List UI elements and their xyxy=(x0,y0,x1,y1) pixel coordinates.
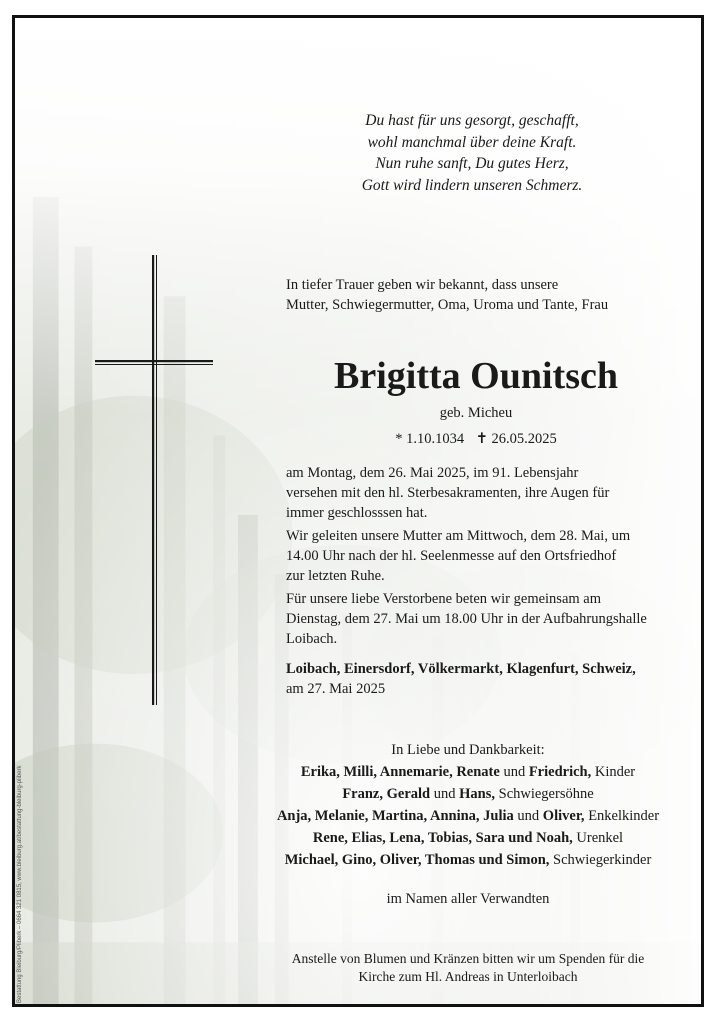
family-names: Anja, Melanie, Martina, Annina, Julia xyxy=(276,808,514,824)
family-conjunction: und xyxy=(499,764,529,780)
family-names: Rene, Elias, Lena, Tobias, Sara und Noah, xyxy=(312,830,573,846)
intro-line: Mutter, Schwiegermutter, Oma, Uroma und Tante, Frau xyxy=(286,297,609,313)
birth-date: * 1.10.1034 xyxy=(395,431,465,447)
donation-line: Kirche zum Hl. Andreas in Unterloibach xyxy=(358,969,578,984)
funeral-home-credit: Bestattung Bleiburg/Pliberk – 0664 321 0815, www.bleiburg.at/bestattung-bleiburg-pliberk xyxy=(17,765,23,1003)
family-row-great-grandchildren xyxy=(243,827,693,849)
paragraph-line: Dienstag, dem 27. Mai um 18.00 Uhr in der Aufbahrungshalle xyxy=(286,611,647,627)
family-names: Erika, Milli, Annemarie, Renate xyxy=(300,764,500,780)
family-heading: In Liebe und Dankbarkeit: xyxy=(391,742,545,758)
family-list xyxy=(243,739,693,871)
poem-line: Nun ruhe sanft, Du gutes Herz, xyxy=(375,155,569,172)
paragraph-funeral xyxy=(286,526,666,586)
paragraph-line: am Montag, dem 26. Mai 2025, im 91. Lebensjahr xyxy=(286,465,579,481)
family-row-children-in-law xyxy=(243,849,693,871)
paragraph-line: immer geschlosssen hat. xyxy=(286,505,428,521)
family-row-grandchildren xyxy=(243,805,693,827)
family-names: Hans, xyxy=(459,786,495,802)
poem-line: Du hast für uns gesorgt, geschafft, xyxy=(365,112,579,129)
intro-text xyxy=(286,275,608,315)
closing-line: im Namen aller Verwandten xyxy=(386,891,550,907)
intro-line: In tiefer Trauer geben wir bekannt, dass unsere xyxy=(286,277,559,293)
poem xyxy=(15,110,701,196)
paragraph-prayer xyxy=(286,589,666,649)
donation-note xyxy=(243,950,693,986)
paragraph-line: versehen mit den hl. Sterbesakramenten, ihre Augen für xyxy=(286,485,610,501)
places-list: Loibach, Einersdorf, Völkermarkt, Klagenfurt, Schweiz, xyxy=(286,661,636,677)
poem-line: wohl manchmal über deine Kraft. xyxy=(367,133,577,151)
life-dates xyxy=(286,431,666,448)
family-names: Franz, Gerald xyxy=(342,786,431,802)
family-conjunction: und xyxy=(513,808,543,824)
family-conjunction: und xyxy=(430,786,460,802)
paragraph-line: zur letzten Ruhe. xyxy=(286,568,385,584)
maiden-name: geb. Micheu xyxy=(439,405,513,421)
announcement-date: am 27. Mai 2025 xyxy=(286,681,386,697)
places-and-date xyxy=(286,659,636,699)
family-role: Schwiegerkinder xyxy=(549,852,652,868)
paragraph-passing xyxy=(286,463,666,523)
family-role: Enkelkinder xyxy=(584,808,660,824)
family-role: Schwiegersöhne xyxy=(495,786,594,802)
family-names: Oliver, xyxy=(542,808,585,824)
obituary-card xyxy=(12,15,704,1007)
deceased-name: Brigitta Ounitsch xyxy=(334,355,618,397)
family-names: Michael, Gino, Oliver, Thomas und Simon, xyxy=(284,852,550,868)
family-role: Kinder xyxy=(591,764,636,780)
cross-icon xyxy=(95,255,215,707)
family-row-sons-in-law xyxy=(243,783,693,805)
poem-line: Gott wird lindern unseren Schmerz. xyxy=(361,176,583,194)
paragraph-line: 14.00 Uhr nach der hl. Seelenmesse auf den Ortsfriedhof xyxy=(286,548,617,564)
family-names: Friedrich, xyxy=(528,764,592,780)
paragraph-line: Für unsere liebe Verstorbene beten wir gemeinsam am xyxy=(286,591,602,607)
family-row-children xyxy=(243,761,693,783)
donation-line: Anstelle von Blumen und Kränzen bitten wir um Spenden für die xyxy=(291,951,645,966)
paragraph-line: Loibach. xyxy=(286,631,338,647)
family-role: Urenkel xyxy=(572,830,624,846)
paragraph-line: Wir geleiten unsere Mutter am Mittwoch, dem 28. Mai, um xyxy=(286,528,631,544)
death-date: ✝ 26.05.2025 xyxy=(475,431,557,447)
